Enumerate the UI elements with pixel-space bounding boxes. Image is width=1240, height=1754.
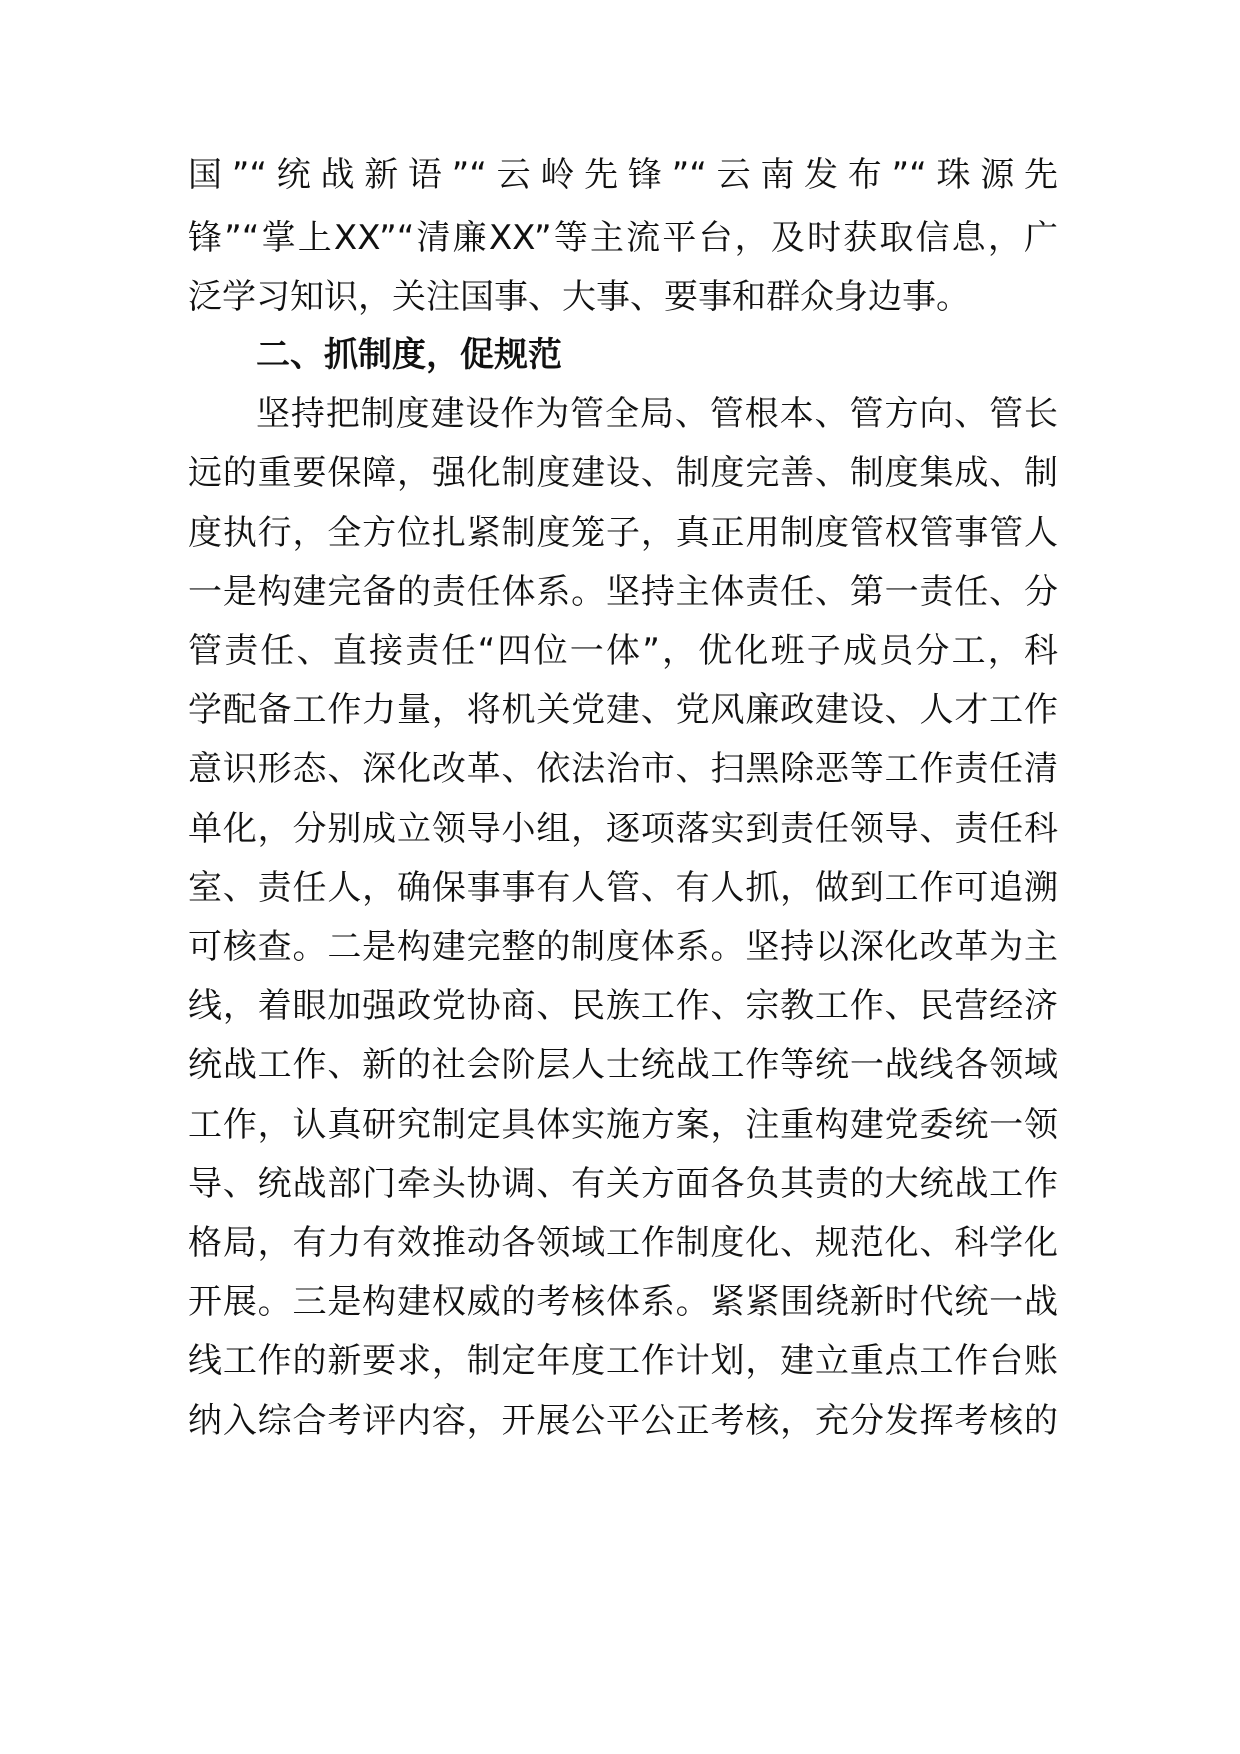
paragraph-line: 国”“统战新语”“云岭先锋”“云南发布”“珠源先 [188,155,1058,195]
paragraph-line: 开展。三是构建权威的考核体系。紧紧围绕新时代统一战 [188,1282,1058,1322]
paragraph-line: 格局，有力有效推动各领域工作制度化、规范化、科学化 [188,1223,1058,1263]
paragraph-line: 度执行，全方位扎紧制度笼子，真正用制度管权管事管人 [188,513,1058,553]
paragraph-line: 统战工作、新的社会阶层人士统战工作等统一战线各领域 [188,1045,1058,1085]
paragraph-line: 单化，分别成立领导小组，逐项落实到责任领导、责任科 [188,809,1058,849]
paragraph-line: 管责任、直接责任“四位一体”，优化班子成员分工，科 [188,631,1058,671]
paragraph-line: 坚持把制度建设作为管全局、管根本、管方向、管长 [256,394,1058,434]
paragraph-line: 线工作的新要求，制定年度工作计划，建立重点工作台账 [188,1341,1058,1381]
paragraph-line: 线，着眼加强政党协商、民族工作、宗教工作、民营经济 [188,986,1058,1026]
paragraph-line: 导、统战部门牵头协调、有关方面各负其责的大统战工作 [188,1164,1058,1204]
paragraph-line: 纳入综合考评内容，开展公平公正考核，充分发挥考核的 [188,1401,1058,1441]
paragraph-line: 意识形态、深化改革、依法治市、扫黑除恶等工作责任清 [188,749,1058,789]
paragraph-line: 远的重要保障，强化制度建设、制度完善、制度集成、制 [188,453,1058,493]
paragraph-line: 可核查。二是构建完整的制度体系。坚持以深化改革为主 [188,927,1058,967]
paragraph-line: 一是构建完备的责任体系。坚持主体责任、第一责任、分 [188,572,1058,612]
paragraph-line: 室、责任人，确保事事有人管、有人抓，做到工作可追溯 [188,868,1058,908]
paragraph-line: 锋”“掌上XX”“清廉XX”等主流平台，及时获取信息，广 [188,218,1058,258]
section-heading: 二、抓制度，促规范 [256,335,562,375]
paragraph-line: 学配备工作力量，将机关党建、党风廉政建设、人才工作 [188,690,1058,730]
paragraph-line: 工作，认真研究制定具体实施方案，注重构建党委统一领 [188,1105,1058,1145]
paragraph-line: 泛学习知识，关注国事、大事、要事和群众身边事。 [188,277,970,317]
